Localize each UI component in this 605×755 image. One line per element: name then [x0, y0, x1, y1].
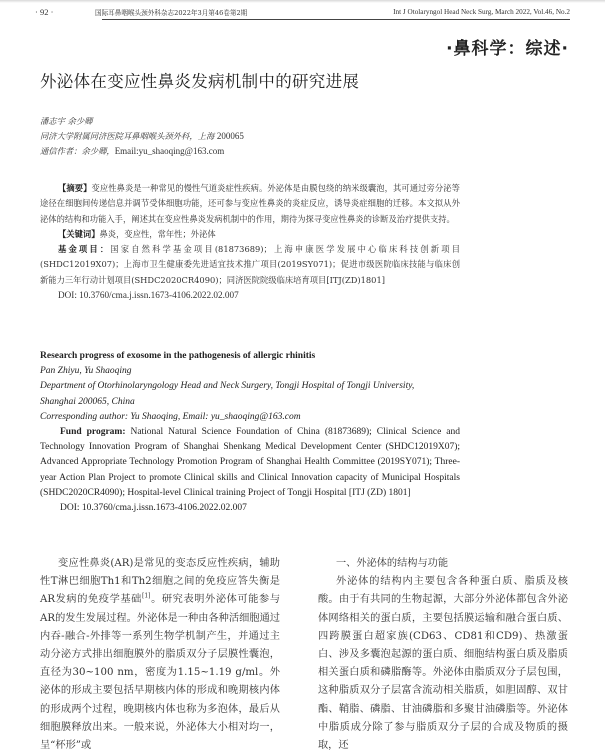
abstract-text: 变应性鼻炎是一种常见的慢性气道炎症性疾病。外泌体是由膜包绕的纳米级囊泡，其可通过旁分泌等途径在细胞间传递信息并调节受体细胞功能，还可参与变应性鼻炎的炎症反应，诱导炎症细胞的迁移。本文拟从外泌体的结构和功能入手，阐述其在变应性鼻炎发病机制中的作用，期待为探寻变应性鼻炎的诊断及治疗提供支持。: [40, 183, 460, 224]
fund-label-en: Fund program:: [60, 427, 126, 438]
page-top-edge: [0, 0, 605, 3]
correspondence-email[interactable]: Email:yu_shaoqing@163.com: [114, 146, 225, 156]
abstract-block-cn: [40, 181, 460, 303]
keywords-label: 【关键词】: [58, 228, 100, 239]
abstract-label: 【摘要】: [58, 183, 92, 193]
affiliation-cn: [40, 129, 244, 144]
affiliation-en-line1: Department of Otorhinolaryngology Head and Neck Surgery, Tongji Hospital of Tongji University,: [40, 381, 415, 392]
body-column-left: [40, 555, 280, 755]
fund-text-en: National Natural Science Foundation of China (81873689); Clinical Science and Technology Innovation Program of Shanghai Shenkang Medical Development Center (SHDC12019X07); Advanced Appropriate Technology Promotion Program of Shanghai Health Committee (2019SY071); Three-year Action Plan Project to promote Clinical skills and Clinical Innovation capacity of Municipal Hospitals (SHDC2020CR4090); Hospital-level Clinical training Project of Tongji Hospital [ITJ (ZD) 1801]: [40, 427, 461, 498]
fund-en: [40, 425, 460, 501]
author-block-cn: [40, 114, 244, 159]
body-text: 变应性鼻炎(AR)是常见的变态反应性疾病，辅助性T淋巴细胞Th1和Th2细胞之间的免疫应答失衡是AR发病的免疫学基础: [40, 558, 280, 606]
journal-name-cn: 国际耳鼻咽喉头颈外科杂志2022年3月第46卷第2期: [95, 9, 248, 17]
affiliation-en-line2: Shanghai 200065, China: [40, 396, 135, 407]
authors-en: Pan Zhiyu, Yu Shaoqing: [40, 366, 132, 377]
fund-cn: [40, 242, 460, 288]
correspondence-label-cn: 通信作者：余少卿，: [40, 146, 115, 156]
section-heading: 一、外泌体的结构与功能: [336, 558, 449, 569]
running-header: [35, 5, 570, 19]
postcode: 200065: [216, 131, 244, 141]
page-number: · 92 ·: [35, 7, 54, 17]
correspondence-cn: [40, 144, 244, 159]
doi-cn[interactable]: DOI: 10.3760/cma.j.issn.1673-4106.2022.02.007: [58, 290, 239, 301]
keywords: [40, 227, 460, 242]
article-title-cn: 外泌体在变应性鼻炎发病机制中的研究进展: [40, 72, 360, 91]
header-rule: [102, 19, 570, 20]
fund-text-cn: 国家自然科学基金项目(81873689)；上海申康医学发展中心临床科技创新项目(SHDC12019X07)；上海市卫生健康委先进适宜技术推广项目(2019SY071)；促进市级医院临床技能与临床创新能力三年行动计划项目(SHDC2020CR4090)；同济医院院级临床培育项目[ITJ(ZD)1801]: [40, 244, 460, 285]
body-paragraph: [40, 555, 280, 755]
body-text: 。研究表明外泌体可能参与AR的发生发展过程。外泌体是一种由各种活细胞通过内吞-融合-外排等一系列生物学机制产生，并通过主动分泌方式排出细胞膜外的脂质双分子层膜性囊泡，直径为30~100 nm，密度为1.15~1.19 g/ml。外泌体的形成主要包括早期核内体的形成和晚期核内体的形成两个过程，晚期核内体也称为多泡体，最后从细胞膜释放出来。一般来说，外泌体大小相对均一，呈“杯形”或: [40, 594, 281, 752]
section-tag: ·鼻科学：综述·: [446, 39, 569, 59]
fund-label-cn: 基金项目：: [58, 244, 111, 255]
body-column-right: [318, 555, 568, 755]
reference-marker[interactable]: [1]: [141, 593, 151, 601]
correspondence-en: Corresponding author: Yu Shaoqing, Email: yu_shaoqing@163.com: [40, 411, 301, 422]
article-title-en: Research progress of exosome in the pathogenesis of allergic rhinitis: [40, 351, 316, 361]
doi-en[interactable]: DOI: 10.3760/cma.j.issn.1673-4106.2022.02.007: [60, 503, 247, 514]
english-abstract-block: [40, 349, 460, 516]
affiliation-cn-text: 同济大学附属同济医院耳鼻咽喉头颈外科，上海: [40, 131, 215, 141]
keywords-text: 鼻炎，变应性，常年性；外泌体: [99, 228, 216, 239]
authors-cn: 潘志宇 余少卿: [40, 116, 93, 126]
journal-name-en: Int J Otolaryngol Head Neck Surg, March 2022, Vol.46, No.2: [393, 8, 570, 16]
abstract: [40, 181, 460, 227]
body-paragraph: 外泌体的结构内主要包含各种蛋白质、脂质及核酸。由于有共同的生物起源，大部分外泌体都包含外泌体网络相关的蛋白质，主要包括膜运输和融合蛋白质、四跨膜蛋白超家族(CD63、CD81和CD9)、热激蛋白、涉及多囊泡起源的蛋白质、细胞结构蛋白质及脂质相关蛋白质和磷脂酶等。外泌体由脂质双分子层包围，这种脂质双分子层富含流动相关脂质，如胆固醇、双甘酯、鞘脂、磷脂、甘油磷脂和多聚甘油磷脂等。外泌体中脂质成分除了参与脂质双分子层的合成及物质的摄取，还: [318, 576, 568, 752]
